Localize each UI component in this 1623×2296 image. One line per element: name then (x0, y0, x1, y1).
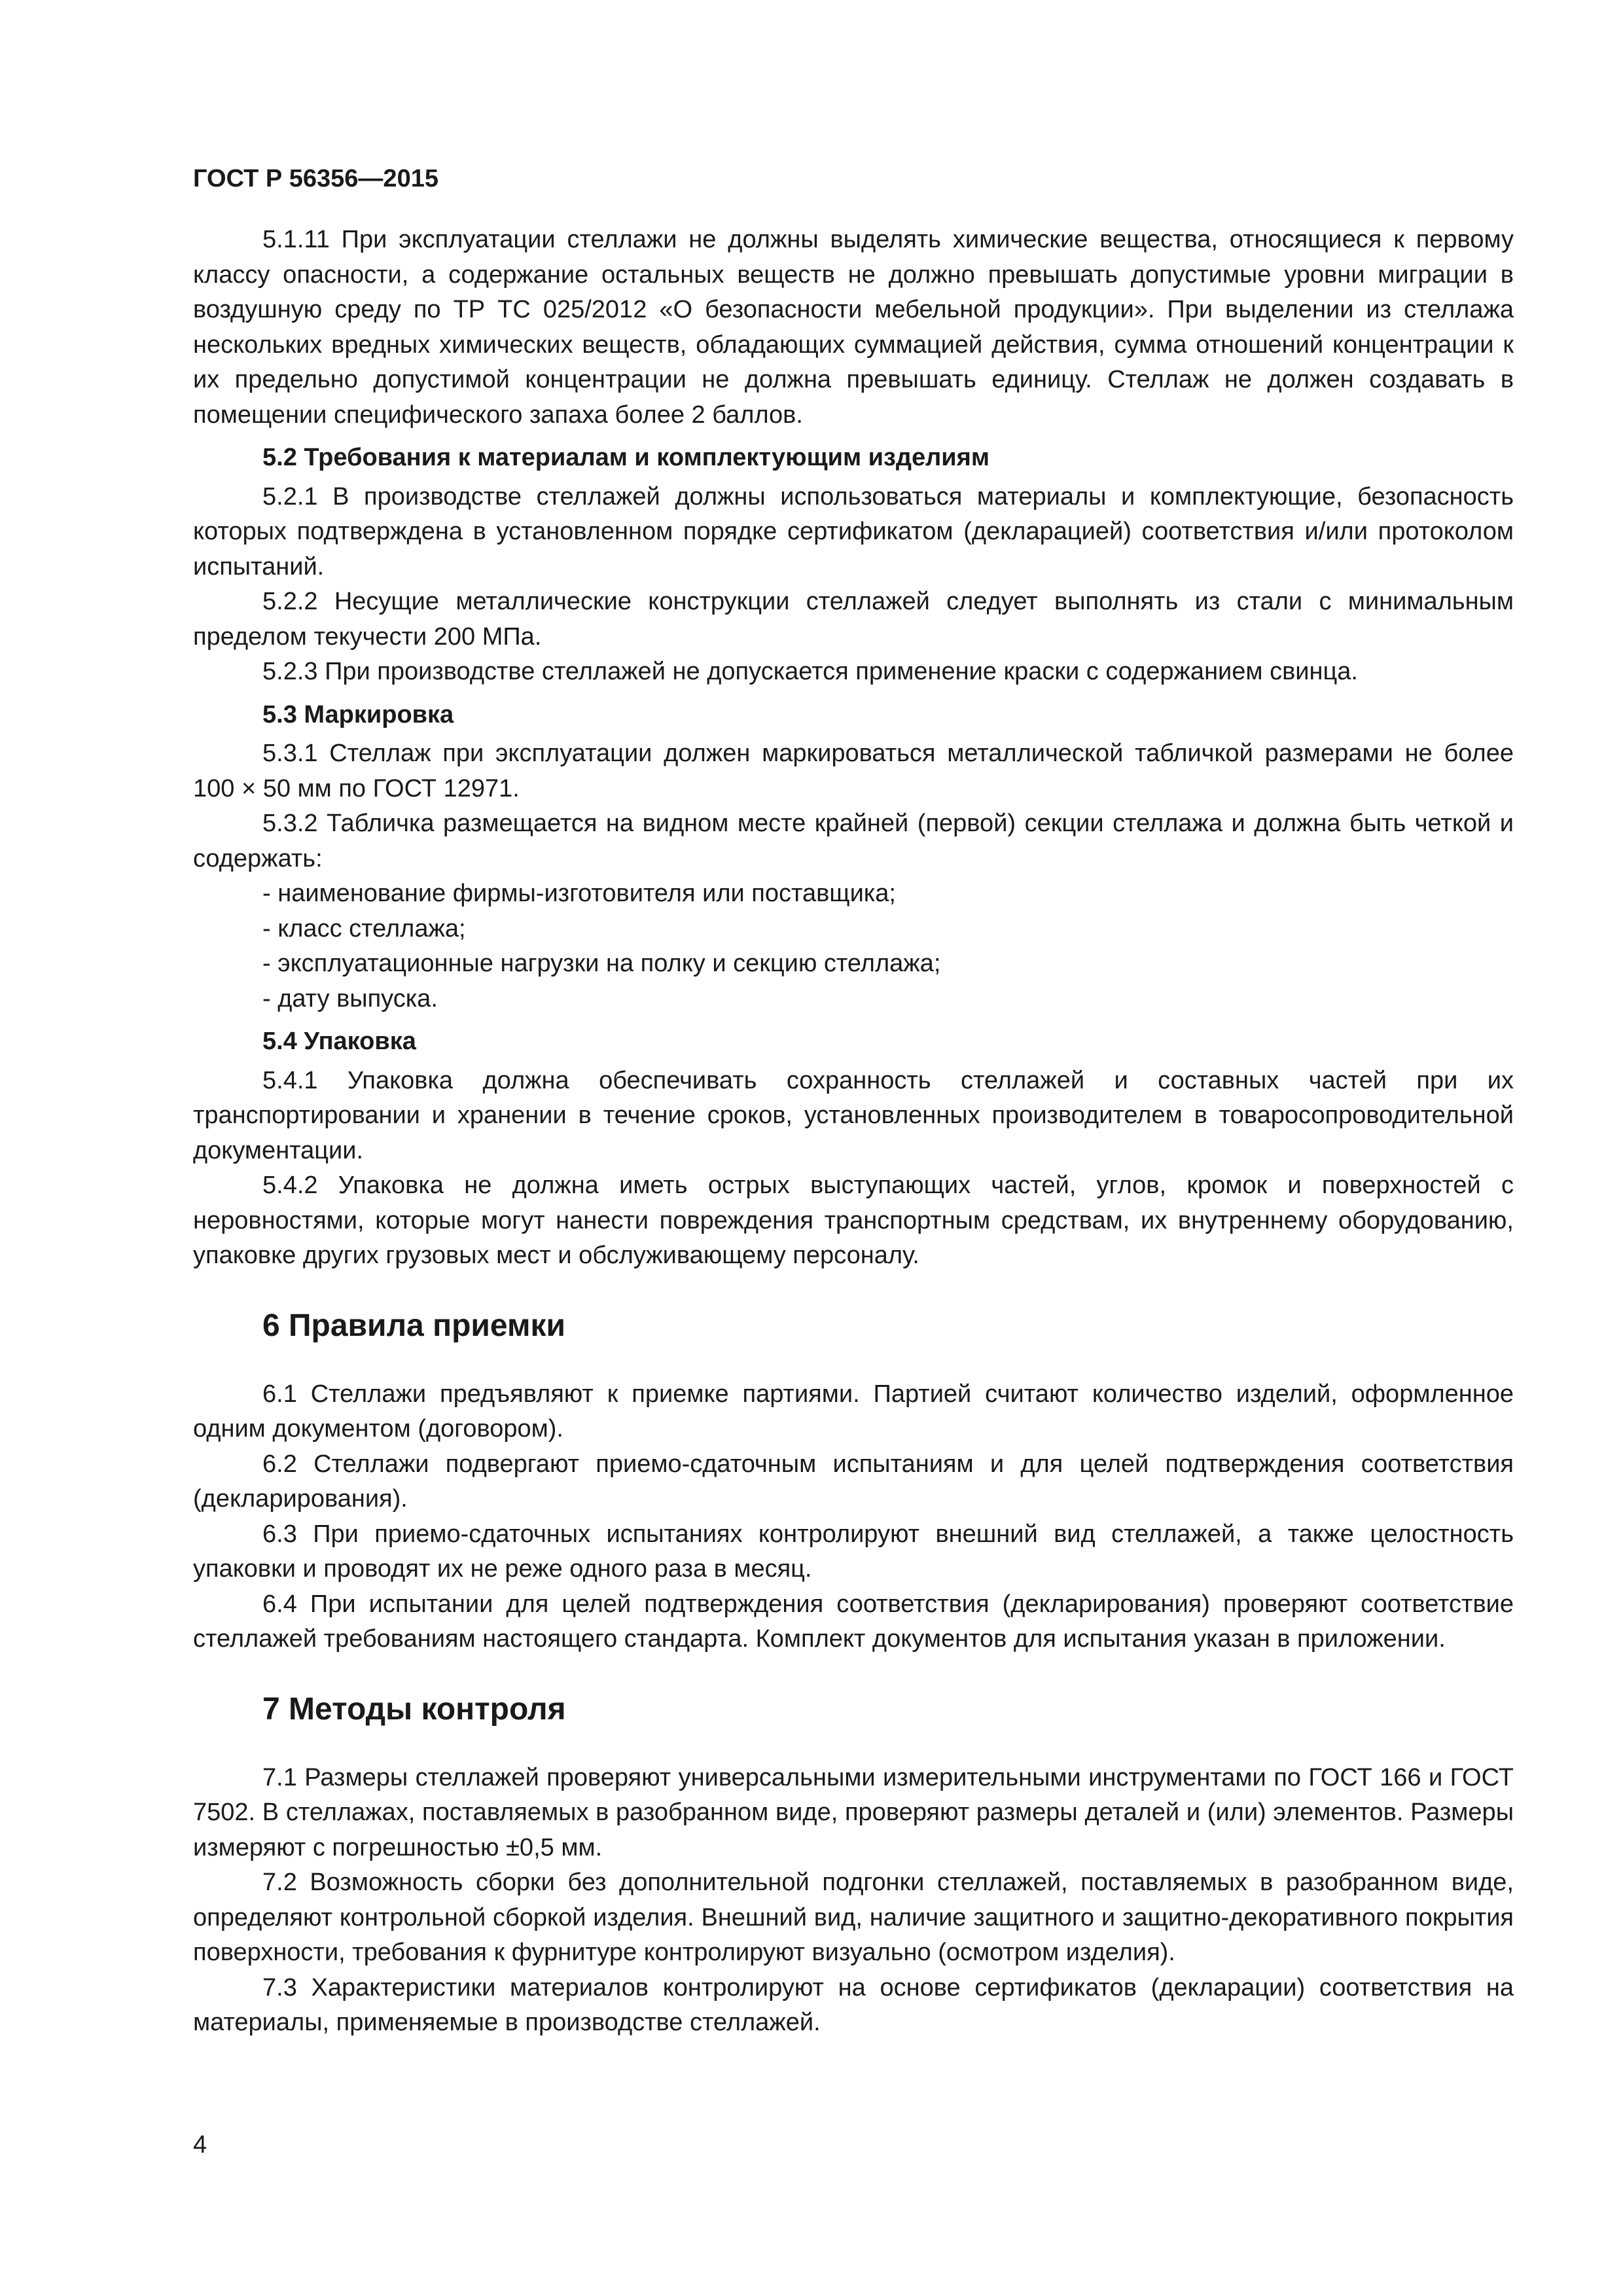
page-number: 4 (193, 2131, 207, 2159)
paragraph-5-3-1: 5.3.1 Стеллаж при эксплуатации должен маркироваться металлической табличкой размерами не более 100 × 50 мм по ГОСТ 12971. (193, 740, 1514, 802)
paragraph-6-1: 6.1 Стеллажи предъявляют к приемке партиями. Партией считают количество изделий, оформленное одним документом (договором). (193, 1380, 1514, 1443)
paragraph-5-2-1: 5.2.1 В производстве стеллажей должны использоваться материалы и комплектующие, безопасность которых подтверждена в установленном порядке сертификатом (декларацией) соответствия и/или протоколом испытаний. (193, 482, 1514, 581)
section-6-heading: 6 Правила приемки (262, 1308, 566, 1343)
subsection-5-3-heading: 5.3 Маркировка (262, 700, 454, 728)
paragraph-5-2-2: 5.2.2 Несущие металлические конструкции стеллажей следует выполнять из стали с минимальным пределом текучести 200 МПа. (193, 588, 1514, 651)
list-item-manufacturer: - наименование фирмы-изготовителя или поставщика; (262, 880, 896, 907)
subsection-5-4-heading: 5.4 Упаковка (262, 1028, 416, 1055)
running-header-doc-id: ГОСТ Р 56356—2015 (193, 165, 438, 192)
list-item-loads: - эксплуатационные нагрузки на полку и секцию стеллажа; (262, 950, 941, 977)
subsection-5-2-heading: 5.2 Требования к материалам и комплектующим изделиям (262, 444, 990, 471)
paragraph-5-3-2: 5.3.2 Табличка размещается на видном месте крайней (первой) секции стеллажа и должна быть четкой и содержать: (193, 810, 1514, 872)
page-body (193, 223, 1514, 2041)
paragraph-7-3: 7.3 Характеристики материалов контролируют на основе сертификатов (декларации) соответствия на материалы, применяемые в производстве стеллажей. (193, 1973, 1514, 2036)
paragraph-5-4-2: 5.4.2 Упаковка не должна иметь острых выступающих частей, углов, кромок и поверхностей с неровностями, которые могут нанести повреждения транспортным средствам, их внутреннему оборудованию, упаковке других грузовых мест и обслуживающему персоналу. (193, 1172, 1514, 1269)
list-item-rack-class: - класс стеллажа; (262, 914, 466, 942)
paragraph-7-2: 7.2 Возможность сборки без дополнительной подгонки стеллажей, поставляемых в разобранном виде, определяют контрольной сборкой изделия. Внешний вид, наличие защитного и защитно-декоративного покрытия поверхности, требования к фурнитуре контролируют визуально (осмотром изделия). (193, 1869, 1514, 1966)
section-7-heading: 7 Методы контроля (262, 1691, 566, 1727)
paragraph-5-4-1: 5.4.1 Упаковка должна обеспечивать сохранность стеллажей и составных частей при их транспортировании и хранении в течение сроков, установленных производителем в товаросопроводительной документации. (193, 1066, 1514, 1164)
list-item-release-date: - дату выпуска. (262, 984, 438, 1013)
paragraph-6-4: 6.4 При испытании для целей подтверждения соответствия (декларирования) проверяют соответствие стеллажей требованиям настоящего стандарта. Комплект документов для испытания указан в приложении. (193, 1590, 1514, 1653)
paragraph-6-2: 6.2 Стеллажи подвергают приемо-сдаточным испытаниям и для целей подтверждения соответствия (декларирования). (193, 1450, 1514, 1513)
paragraph-5-1-11: 5.1.11 При эксплуатации стеллажи не должны выделять химические вещества, относящиеся к первому классу опасности, а содержание остальных веществ не должно превышать допустимые уровни миграции в воздушную среду по ТР ТС 025/2012 «О безопасности мебельной продукции». При выделении из стеллажа нескольких вредных химических веществ, обладающих суммацией действия, сумма отношений концентрации к их предельно допустимой концентрации не должна превышать единицу. Стеллаж не должен создавать в помещении специфического запаха более 2 баллов. (193, 226, 1514, 429)
paragraph-6-3: 6.3 При приемо-сдаточных испытаниях контролируют внешний вид стеллажей, а также целостность упаковки и проводят их не реже одного раза в месяц. (193, 1520, 1514, 1583)
paragraph-5-2-3: 5.2.3 При производстве стеллажей не допускается применение краски с содержанием свинца. (262, 658, 1358, 685)
paragraph-7-1: 7.1 Размеры стеллажей проверяют универсальными измерительными инструментами по ГОСТ 166 и ГОСТ 7502. В стеллажах, поставляемых в разобранном виде, проверяют размеры деталей и (или) элементов. Размеры измеряют с погрешностью ±0,5 мм. (193, 1763, 1514, 1861)
